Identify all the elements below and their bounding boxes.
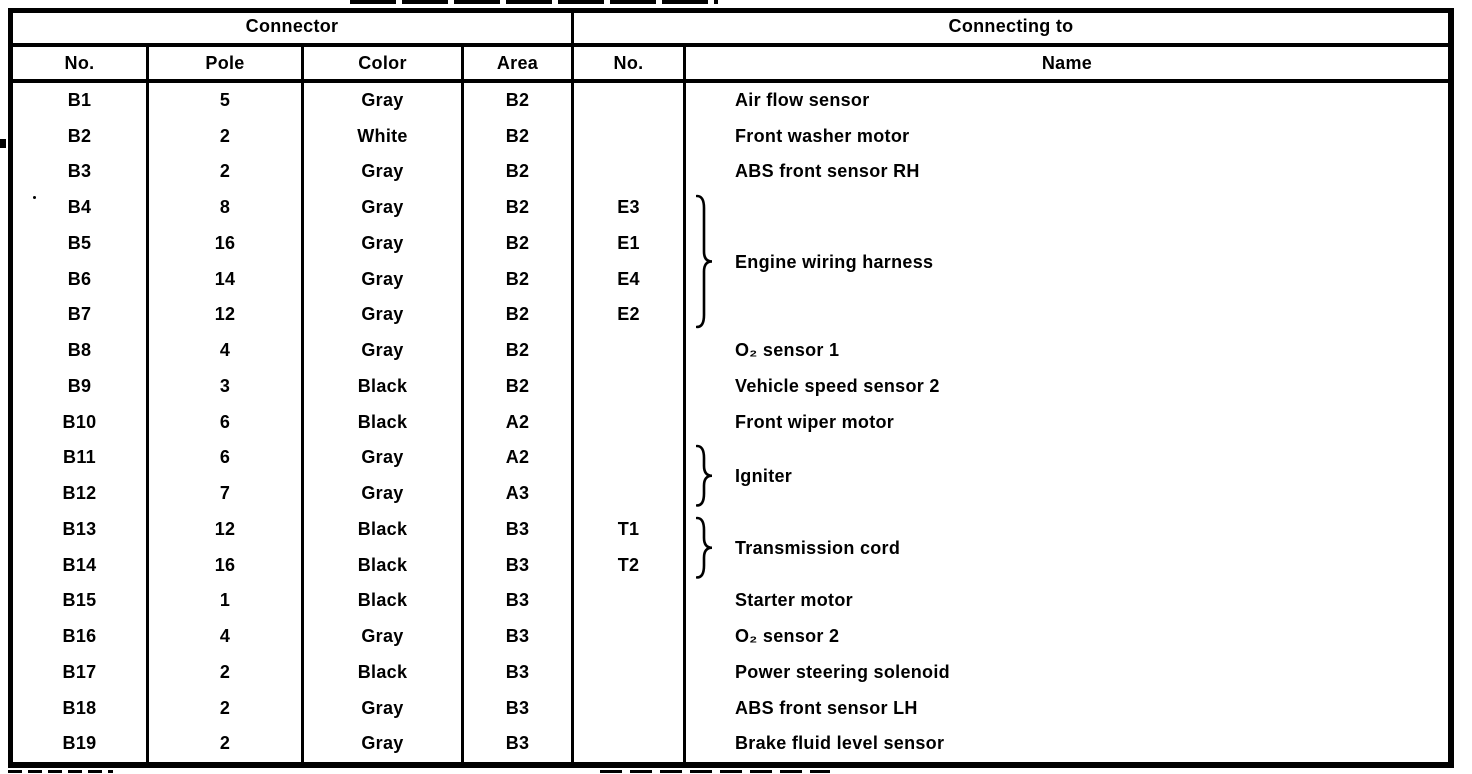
cell-name: Front washer motor	[735, 125, 910, 146]
scan-artifact-bottom-mid	[600, 770, 830, 773]
scan-artifact-bottom-left	[8, 770, 113, 773]
cell-name: Starter motor	[735, 590, 853, 611]
cell-name: Brake fluid level sensor	[735, 733, 945, 754]
group-brace-icon	[696, 444, 716, 512]
cell-pole: 1	[219, 590, 231, 611]
cell-area: B3	[505, 518, 530, 539]
cell-to_no: E1	[617, 232, 640, 253]
cell-pole: 12	[214, 304, 236, 325]
cell-color: Black	[357, 554, 408, 575]
cell-area: B2	[505, 125, 530, 146]
cell-area: B3	[505, 590, 530, 611]
header-connecting-to: Connecting to	[948, 15, 1074, 36]
cell-color: Gray	[361, 697, 404, 718]
table-border-right	[1448, 8, 1454, 768]
cell-to_no: E2	[617, 304, 640, 325]
cell-area: A2	[505, 447, 530, 468]
cell-pole: 2	[219, 733, 231, 754]
cell-pole: 7	[219, 483, 231, 504]
cell-to_no: E4	[617, 268, 640, 289]
scan-artifact-top	[350, 0, 718, 4]
cell-no: B5	[67, 232, 92, 253]
cell-no: B2	[67, 125, 92, 146]
cell-to_no: E3	[617, 197, 640, 218]
header-col-pole: Pole	[205, 52, 245, 73]
cell-area: B2	[505, 268, 530, 289]
cell-pole: 16	[214, 232, 236, 253]
cell-no: B17	[62, 661, 97, 682]
cell-name: O₂ sensor 1	[735, 340, 840, 361]
group-brace-icon	[696, 194, 716, 334]
cell-area: B2	[505, 340, 530, 361]
cell-area: A3	[505, 483, 530, 504]
cell-pole: 12	[214, 518, 236, 539]
cell-area: B3	[505, 626, 530, 647]
cell-pole: 5	[219, 90, 231, 110]
cell-no: B16	[62, 626, 97, 647]
cell-no: B15	[62, 590, 97, 611]
cell-no: B19	[62, 733, 97, 754]
group-label: Engine wiring harness	[735, 251, 934, 272]
cell-name: Power steering solenoid	[735, 661, 950, 682]
cell-color: Gray	[361, 483, 404, 504]
column-rule-no2-name	[683, 43, 686, 762]
group-brace-icon	[696, 516, 716, 584]
cell-no: B1	[67, 90, 92, 110]
cell-pole: 4	[219, 340, 231, 361]
cell-no: B14	[62, 554, 97, 575]
cell-no: B18	[62, 697, 97, 718]
cell-no: B11	[63, 447, 96, 468]
cell-no: B10	[62, 411, 97, 432]
cell-area: B2	[505, 375, 530, 396]
cell-color: White	[357, 125, 408, 146]
header-col-color: Color	[358, 52, 407, 73]
cell-color: Black	[357, 590, 408, 611]
cell-no: B8	[67, 340, 92, 361]
cell-color: Black	[357, 375, 408, 396]
cell-area: B3	[505, 733, 530, 754]
table-border-bottom	[8, 762, 1454, 768]
cell-no: B13	[62, 518, 97, 539]
cell-name: ABS front sensor LH	[735, 697, 918, 718]
cell-to_no: T2	[617, 554, 640, 575]
cell-area: B2	[505, 197, 530, 218]
cell-color: Black	[357, 518, 408, 539]
cell-no: B7	[67, 304, 92, 325]
cell-name: O₂ sensor 2	[735, 626, 840, 647]
cell-name: Air flow sensor	[735, 90, 870, 110]
cell-pole: 4	[219, 626, 231, 647]
cell-color: Gray	[361, 304, 404, 325]
group-label: Transmission cord	[735, 537, 901, 558]
cell-pole: 16	[214, 554, 236, 575]
cell-no: B4	[67, 197, 92, 218]
scan-artifact-left-tick	[0, 139, 6, 148]
cell-to_no: T1	[617, 518, 640, 539]
cell-area: B3	[505, 661, 530, 682]
cell-color: Gray	[361, 90, 404, 110]
header-col-to-no: No.	[613, 52, 644, 73]
cell-pole: 6	[219, 411, 231, 432]
header-col-no: No.	[64, 52, 95, 73]
cell-pole: 2	[219, 661, 231, 682]
cell-area: A2	[505, 411, 530, 432]
cell-area: B2	[505, 304, 530, 325]
cell-area: B2	[505, 90, 530, 110]
cell-color: Gray	[361, 268, 404, 289]
cell-color: Gray	[361, 232, 404, 253]
cell-pole: 2	[219, 161, 231, 182]
cell-color: Black	[357, 411, 408, 432]
cell-color: Gray	[361, 161, 404, 182]
cell-no: B9	[67, 375, 92, 396]
cell-name: Front wiper motor	[735, 411, 895, 432]
cell-no: B12	[62, 483, 97, 504]
section-rule-connector-connecting	[571, 8, 574, 762]
cell-color: Gray	[361, 197, 404, 218]
cell-color: Gray	[361, 626, 404, 647]
cell-color: Gray	[361, 447, 404, 468]
cell-no: B6	[67, 268, 92, 289]
cell-pole: 6	[219, 447, 231, 468]
cell-pole: 2	[219, 125, 231, 146]
cell-pole: 3	[219, 375, 231, 396]
cell-pole: 2	[219, 697, 231, 718]
cell-name: Vehicle speed sensor 2	[735, 375, 940, 396]
header-col-name: Name	[1041, 52, 1093, 73]
cell-area: B3	[505, 554, 530, 575]
cell-area: B3	[505, 697, 530, 718]
group-label: Igniter	[735, 466, 793, 487]
cell-name: ABS front sensor RH	[735, 161, 920, 182]
header-col-area: Area	[496, 52, 539, 73]
header-connector: Connector	[245, 15, 339, 36]
cell-area: B2	[505, 232, 530, 253]
cell-area: B2	[505, 161, 530, 182]
cell-pole: 14	[214, 268, 236, 289]
cell-color: Gray	[361, 733, 404, 754]
cell-no: B3	[67, 161, 92, 182]
cell-pole: 8	[219, 197, 231, 218]
cell-color: Black	[357, 661, 408, 682]
cell-color: Gray	[361, 340, 404, 361]
